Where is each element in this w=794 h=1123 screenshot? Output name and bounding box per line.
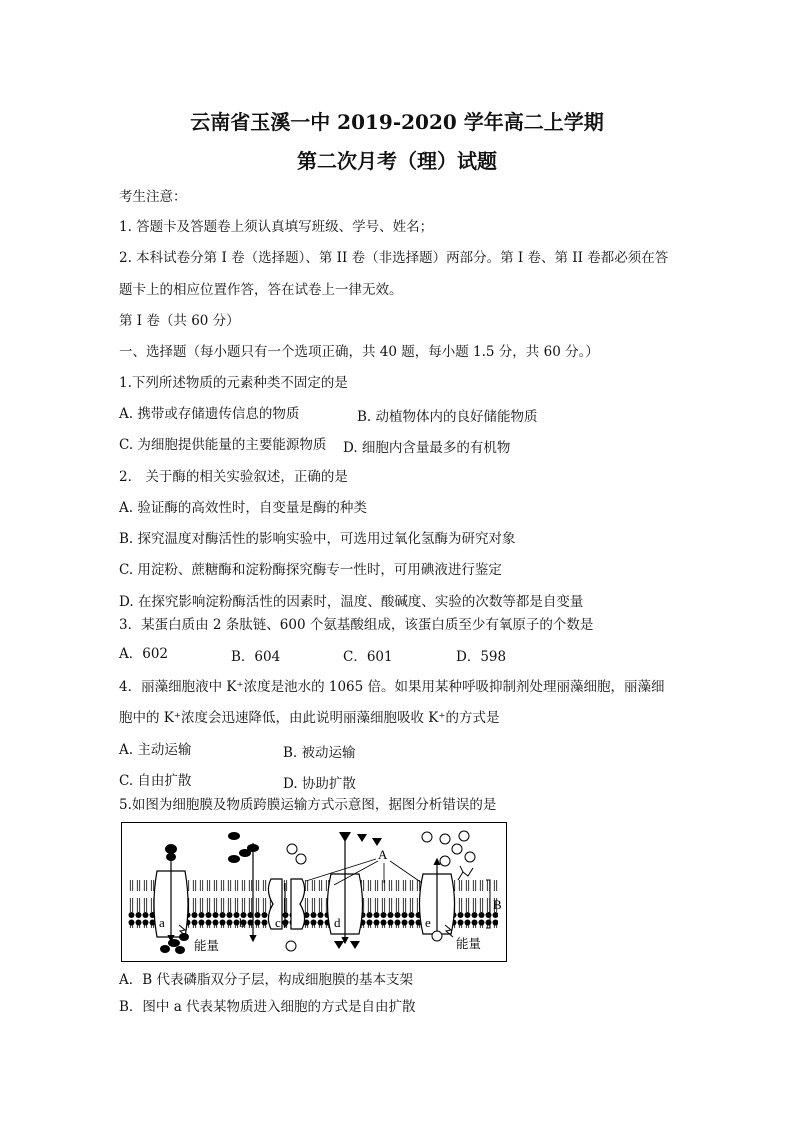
q2-option-d: D. 在探究影响淀粉酶活性的因素时，温度、酸碱度、实验的次数等都是自变量 (119, 594, 584, 610)
q3-option-c: C．601 (343, 649, 393, 665)
section-heading: 第 I 卷（共 60 分） (119, 313, 240, 329)
q3-option-a: A．602 (119, 646, 169, 662)
q1-option-b: B. 动植物体内的良好储能物质 (357, 409, 538, 425)
notice-item-2-line2: 题卡上的相应位置作答，答在试卷上一律无效。 (119, 282, 403, 298)
q4-stem-line1: 4．丽藻细胞液中 K⁺浓度是池水的 1065 倍。如果用某种呼吸抑制剂处理丽藻细胞，丽藻细 (119, 679, 665, 695)
q3-option-d: D．598 (456, 649, 507, 665)
q2-option-b: B. 探究温度对酶活性的影响实验中，可选用过氧化氢酶为研究对象 (119, 531, 516, 547)
q3-option-b: B．604 (231, 649, 281, 665)
q5-stem: 5.如图为细胞膜及物质跨膜运输方式示意图，据图分析错误的是 (119, 797, 497, 813)
notice-heading: 考生注意： (119, 189, 187, 205)
label-B: B (493, 897, 502, 912)
q2-option-c: C. 用淀粉、蔗糖酶和淀粉酶探究酶专一性时，可用碘液进行鉴定 (119, 562, 502, 578)
q4-option-b: B. 被动运输 (283, 745, 356, 761)
label-A: A (378, 847, 388, 862)
q3-stem: 3．某蛋白质由 2 条肽链、600 个氨基酸组成，该蛋白质至少有氧原子的个数是 (119, 617, 594, 633)
q4-option-a: A. 主动运输 (119, 742, 192, 758)
part-heading: 一、选择题（每小题只有一个选项正确，共 40 题，每小题 1.5 分，共 60 分。） (119, 344, 599, 360)
label-b: b (239, 915, 246, 930)
label-e: e (425, 915, 431, 930)
energy-label-left: 能量 (194, 938, 220, 953)
q4-option-c: C. 自由扩散 (119, 773, 192, 789)
label-c: c (275, 915, 281, 930)
exam-title-line2: 第二次月考（理）试题 (297, 149, 497, 173)
q4-option-d: D. 协助扩散 (283, 776, 356, 792)
exam-title-line1: 云南省玉溪一中 2019-2020 学年高二上学期 (190, 110, 604, 134)
label-a: a (159, 915, 165, 930)
q5-option-a: A．B 代表磷脂双分子层，构成细胞膜的基本支架 (119, 972, 413, 988)
q2-option-a: A. 验证酶的高效性时，自变量是酶的种类 (119, 500, 367, 516)
membrane-transport-figure (121, 822, 507, 962)
glycoprotein-chains (458, 866, 473, 880)
q1-stem: 1.下列所述物质的元素种类不固定的是 (119, 375, 348, 391)
q1-option-a: A. 携带或存储遗传信息的物质 (119, 406, 300, 422)
energy-label-right: 能量 (456, 936, 482, 951)
label-d: d (334, 915, 341, 930)
notice-item-1: 1. 答题卡及答题卷上须认真填写班级、学号、姓名； (119, 219, 434, 235)
q1-option-d: D. 细胞内含量最多的有机物 (343, 440, 511, 456)
notice-item-2-line1: 2. 本科试卷分第 I 卷（选择题）、第 II 卷（非选择题）两部分。第 I 卷、第 II 卷都必须在答 (119, 250, 669, 266)
q2-stem: 2． 关于酶的相关实验叙述，正确的是 (119, 469, 348, 485)
q4-stem-line2: 胞中的 K⁺浓度会迅速降低，由此说明丽藻细胞吸收 K⁺的方式是 (119, 710, 500, 726)
q5-option-b: B．图中 a 代表某物质进入细胞的方式是自由扩散 (119, 999, 416, 1015)
q1-option-c: C. 为细胞提供能量的主要能源物质 (119, 437, 327, 453)
